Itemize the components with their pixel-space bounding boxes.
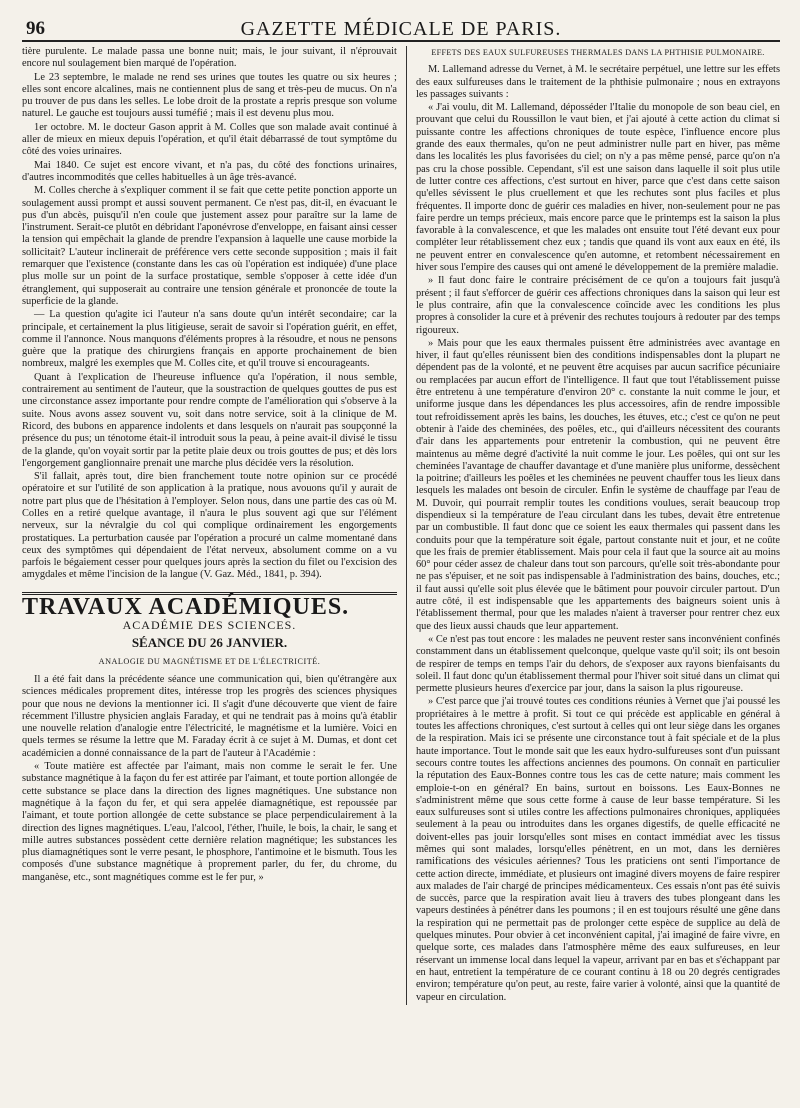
paragraph: » C'est parce que j'ai trouvé toutes ces conditions réunies à Vernet que j'ai poussé les propriétaires à le mettre à profit. Si tout ce qui précède est applicable en général à toutes les affections chroniques, c'est surtout à celles qui ont leur siège dans les organes de la respiration. Mais ici se présente une circonstance tout à fait spéciale et de la plus haute importance. Tout le monde sait que les eaux hydro-sulfureuses sont d'un puissant secours contre toutes les affections anciennes des poumons. On connaît en particulier la réputation des Eaux-Bonnes contre tous les cas de cette nature; mais comment les emploie-t-on en général? En bains, surtout en boissons. Les Eaux-Bonnes ne s'administrent même que sous cette forme à cause de leur basse température. Si les eaux sulfureuses sont si utiles contre les affections pulmonaires chroniques, appliquées seulement à la peau ou introduites dans les organes digestifs, de quelle efficacité ne doivent-elles pas jouir lorsqu'elles sont mises en contact immédiat avec les tissus mêmes qui sont malades, lorsqu'elles pénètrent, en un mot, dans les dernières ramifications des vésicules aériennes? Tous les praticiens ont senti l'importance de cette action directe, immédiate, et plusieurs ont imaginé divers moyens de faire respirer aux malades de l'air chargé de principes médicamenteux. Ces essais n'ont pas été suivis de succès, parce que la respiration avait lieu à travers des tubes plongeant dans les vapeurs destinées à pénétrer dans les poumons ; il en est toujours résulté une gêne dans la respiration qui ne permettait pas de prolonger cette espèce de supplice au delà de quelques minutes. Pour obvier à cet inconvénient capital, j'ai imaginé de faire vivre, en quelque sorte, ces malades dans l'atmosphère même des eaux sulfureuses, en leur réservant un immense local dans lequel la vapeur, arrivant par en bas et s'échappant par en haut, entretient la température de ce courant continu à 18 ou 20 degrés centigrades environ; température qu'on peut, au reste, faire varier à volonté, ainsi que la quantité de vapeur en circulation.	[415, 696, 780, 1003]
page-header	[22, 12, 780, 42]
paragraph: » Mais pour que les eaux thermales puissent être administrées avec avantage en hiver, il faut qu'elles réunissent bien des conditions indispensables dont la plupart ne dépendent pas de la volonté, et ne peuvent être acquises par aucun sacrifice pécuniaire ou remplacées par aucun effort de l'intelligence. Il faut que tout l'établissement puisse être entretenu à une température d'environ 20° c. constante la nuit comme le jour, et uniforme jusque dans les dépendances les plus accessoires, afin de rendre impossible tout refroidissement après les bains, les douches, les étuves, etc.; c'est ce qu'on ne peut obtenir à l'aide des cheminées, des poêles, etc., qui d'ailleurs nécessitent des courants d'air dans les appartements pour entretenir la combustion, qui ne peuvent être maintenus au même degré d'activité la nuit comme le jour. Les poêles, qui ont sur les cheminées l'avantage de chauffer davantage et d'une manière plus uniforme, dessèchent la poitrine; d'ailleurs les poêles et les cheminées ne peuvent chauffer tous les lieux dans lesquels les malades ont besoin de circuler. Enfin le système de chauffage par l'eau de M. Duvoir, qui pourrait remplir toutes les conditions voulues, serait beaucoup trop dispendieux si la température de l'eau circulant dans les tubes, devait être entretenue par un combustible. Il faut donc que ce soient les eaux thermales qui passent dans les conduits pour que la température soit égale, partout constante nuit et jour, et ne coûte que les frais de premier établissement. Mais pour cela il faut que la source ait au moins 60° pour céder assez de chaleur dans tout son parcours, qu'elle soit très-abondante pour ne pas s'épuiser, et ne soit pas indispensable à l'administration des bains, douches, etc.; il faut aussi qu'elle soit plus élevée que le bâtiment pour pouvoir circuler partout. D'un autre côté, il est indispensable que les appartements des baigneurs soient unis à l'établissement thermal, pour que les malades n'aient à traverser pour rentrer chez eux que des lieux aussi chauds que leur appartement.	[415, 337, 780, 632]
paragraph: S'il fallait, après tout, dire bien franchement toute notre opinion sur ce procédé opératoire et sur l'utilité de son application à la pratique, nous avouons qu'il y aurait de notre part plus que de l'hésitation à l'employer. Selon nous, dans une partie des cas où M. Colles en a retiré quelque avantage, il n'aura le plus souvent agi que sur l'élément nerveux, sur la névralgie du col qui complique ordinairement les engorgements prostatiques. La perturbation causée par l'opération a procuré un calme momentané dans ceux des symptômes qui dépendaient de l'état nerveux, absolument comme on a vu parfois le bégaiement cesser pour quelques jours après la section du filet ou l'excision des amygdales et même l'incision de la langue (V. Gaz. Méd., 1841, p. 394).	[22, 471, 397, 581]
paragraph: tière purulente. Le malade passa une bonne nuit; mais, le jour suivant, il n'éprouvait encore nul soulagement bien marqué de l'opération.	[22, 46, 397, 70]
page-number: 96	[26, 18, 45, 39]
paragraph: M. Lallemand adresse du Vernet, à M. le secrétaire perpétuel, une lettre sur les effets des eaux sulfureuses dans le traitement de la phthisie pulmonaire ; nous en extrayons les passages suivants :	[415, 64, 780, 100]
section-title: TRAVAUX ACADÉMIQUES.	[22, 593, 350, 620]
paragraph: Le 23 septembre, le malade ne rend ses urines que toutes les quatre ou six heures ; elles sont encore alcalines, mais ne contiennent plus de sang et très-peu de mucus. On n'a pu trouver de pus dans les selles. Le lobe droit de la prostate a repris presque son volume naturel. Le gauche est toujours aussi tuméfié ; mais il est devenu plus mou.	[22, 71, 397, 120]
paragraph: M. Colles cherche à s'expliquer comment il se fait que cette petite ponction apporte un soulagement aussi prompt et aussi souvent permanent. Ce n'est pas, dit-il, en évacuant le pus d'un abcès, puisqu'il n'en coule que justement assez pour paraître sur la lame de l'instrument. Serait-ce plutôt en débridant l'aponévrose d'enveloppe, en faisant ainsi cesser la tension qui empêchait la glande de prendre l'expansion à laquelle une cause morbide la sollicitait? L'auteur inclinerait de préférence vers cette seconde supposition ; mais il fait remarquer que l'existence (constante dans les cas où l'opération est indiquée) d'une place plus molle sur un point de la surface prostatique, semble s'opposer à cette idée d'un étranglement, qui supposerait au contraire une tension générale et prononcée de toute la superficie de la glande.	[22, 185, 397, 307]
article-heading: ANALOGIE DU MAGNÉTISME ET DE L'ÉLECTRICITÉ.	[98, 656, 321, 666]
paragraph: « Ce n'est pas tout encore : les malades ne peuvent rester sans inconvénient confinés constamment dans un établissement quelconque, quelque vaste qu'il soit; ils ont besoin de respirer de temps en temps l'air du dehors, de s'exposer aux rayons bienfaisants du soleil. Il faut donc qu'un établissement thermal pour l'hiver soit situé dans un climat qui permette plusieurs heures d'exercice par jour, dans la saison la plus rigoureuse.	[415, 633, 780, 695]
paragraph: — La question qu'agite ici l'auteur n'a sans doute qu'un intérêt secondaire; car la principale, et certainement la plus litigieuse, serait de savoir si l'opération guérit, en effet, comme il l'annonce. Nous manquons d'éléments propres à la résoudre, et nous ne pensons guère que la pratique des chirurgiens français en apporte prochainement de bien nombreux, malgré les exemples que M. Colles cite, et qu'il trouve si encourageants.	[22, 309, 397, 370]
session-heading: SÉANCE DU 26 JANVIER.	[131, 635, 288, 651]
academy-heading: ACADÉMIE DES SCIENCES.	[122, 618, 297, 633]
right-column	[407, 46, 780, 1005]
paragraph: Il a été fait dans la précédente séance une communication qui, bien qu'étrangère aux sciences médicales proprement dites, intéresse trop les progrès des sciences physiques pour que nous ne devions la mentionner ici. Il s'agit d'une découverte que vient de faire récemment l'illustre physicien anglais Faraday, et qui ne tendrait pas à moins qu'à établir une nouvelle relation d'analogie entre l'électricité, le magnétisme et la lumière. Voici en quels termes se résume la lettre que M. Faraday écrit à ce sujet à M. Dumas, et dont cet académicien a donné connaissance de la part de l'auteur à l'Académie :	[22, 673, 397, 759]
paragraph: Mai 1840. Ce sujet est encore vivant, et n'a pas, du côté des fonctions urinaires, d'autres incommodités que celles habituelles à un âge très-avancé.	[22, 159, 397, 183]
paragraph: Quant à l'explication de l'heureuse influence qu'a l'opération, il nous semble, contrairement au sentiment de l'auteur, que la soustraction de quelques gouttes de pus est une circonstance assez importante pour rendre compte de l'amélioration qui s'observe à la suite. Nous avons assez souvent vu, soit dans notre service, soit à la clinique de M. Ricord, des bubons en apparence indolents et dans lesquels on n'aurait pas soupçonné la présence du pus; un ténotome était-il introduit sous la peau, à peine avait-il divisé le tissu de la glande, qu'on voyait sortir par la petite plaie deux ou trois gouttes de pus; et dès lors l'engorgement ganglionnaire prenait une marche plus décidée vers la résolution.	[22, 371, 397, 469]
paragraph: « Toute matière est affectée par l'aimant, mais non comme le serait le fer. Une substance magnétique à la façon du fer est attirée par l'aimant, et toute portion allongée de cette substance se place dans la direction des lignes magnétiques. Une substance non magnétique à la façon du fer, et qui sera appelée diamagnétique, est repoussée par l'aimant, et toute portion allongée de cette substance se place perpendiculairement à la direction des lignes magnétiques. L'eau, l'alcool, l'éther, l'huile, le bois, la chair, le sang et mille autres substances possèdent cette dernière relation magnétique; les substances les plus diamagnétiques sont le verre pesant, le phosphore, l'antimoine et le bismuth. Tous les composés d'une substance magnétique à proprement parler, du fer, du chrome, du manganèse, etc., sont magnétiques comme est le fer pur, »	[22, 761, 397, 883]
paragraph: » Il faut donc faire le contraire précisément de ce qu'on a toujours fait jusqu'à présent ; il faut s'efforcer de guérir ces affections chroniques dans la saison qui leur est le plus contraire, afin que la convalescence coïncide avec les conditions les plus propres à consolider la cure et à prévenir des rechutes toujours à redouter par des temps rigoureux.	[415, 275, 780, 336]
left-column	[22, 46, 407, 1005]
paragraph: 1er octobre. M. le docteur Gason apprit à M. Colles que son malade avait continué à aller de mieux en mieux depuis l'opération, et qu'il était débarrassé de tout symptôme du côté des voies urinaires.	[22, 121, 397, 158]
two-column-body	[22, 46, 780, 1005]
paragraph: « J'ai voulu, dit M. Lallemand, déposséder l'Italie du monopole de son beau ciel, en prouvant que celui du Roussillon le vaut bien, et j'ai ajouté à cette action du climat si puissante contre les affections chroniques de toute espèce, l'influence encore plus grande des eaux thermales, qu'on ne peut administrer nulle part en hiver, pas même dans les localités les plus favorisées du ciel; on n'y a pas même pensé, parce qu'on n'a pas cru la chose possible. Cependant, s'il est une saison dans laquelle il soit plus utile de lutter contre ces affections, c'est surtout en hiver, parce que c'est dans cette saison qu'elles sévissent le plus cruellement et que les rechutes sont plus faciles et plus fréquentes. Il importe donc de guérir ces maladies en hiver, non-seulement pour ne pas faire perdre un temps précieux, mais encore parce que le printemps est la saison la plus favorable à la convalescence, et que les malades ont ensuite tout l'été devant eux pour compléter leur rétablissement chez eux ; tandis que quand ils vont aux eaux en été, ils ne peuvent entrer en convalescence qu'en automne, et retombent nécessairement en hiver sous l'empire des causes qui ont amené le développement de la première maladie.	[415, 102, 780, 274]
article-heading: EFFETS DES EAUX SULFUREUSES THERMALES DANS LA PHTHISIE PULMONAIRE.	[431, 48, 765, 57]
journal-title: GAZETTE MÉDICALE DE PARIS.	[240, 18, 562, 40]
